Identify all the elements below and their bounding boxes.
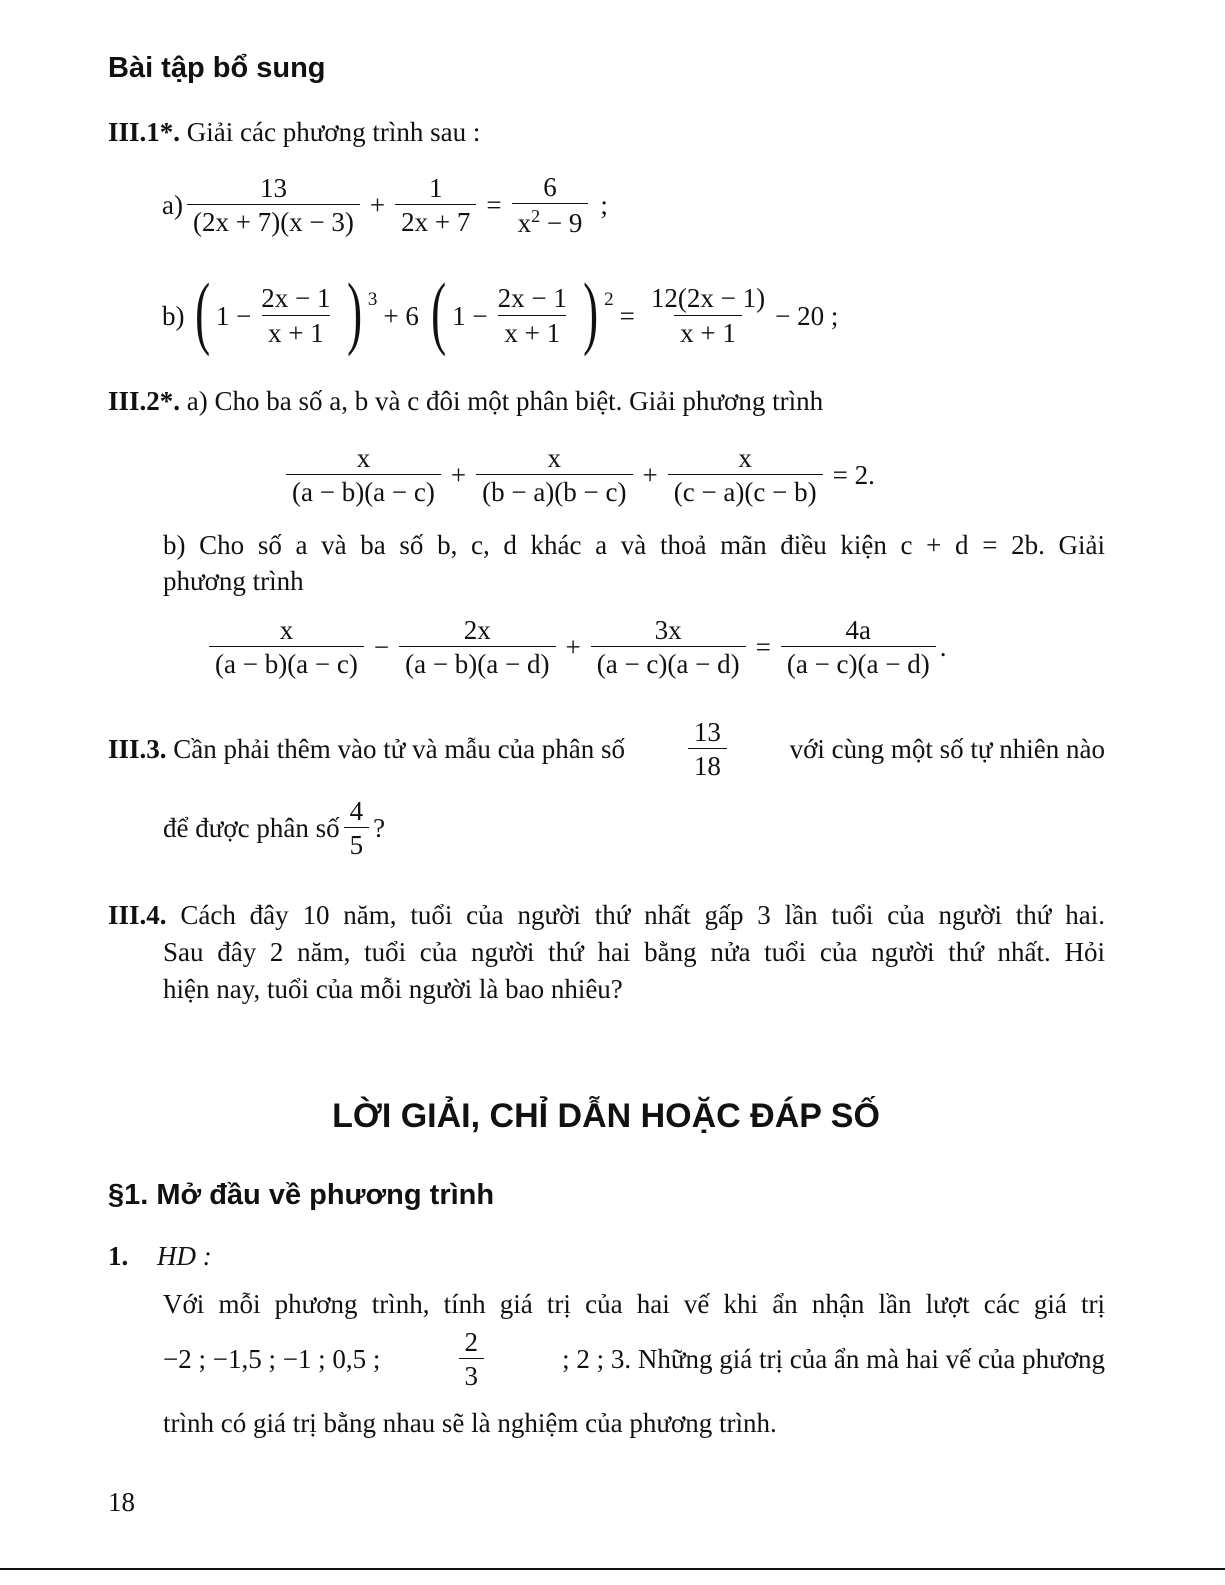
page-bottom-rule [0, 1568, 1225, 1570]
answer-1-line2 [163, 1327, 1105, 1392]
exercise-1-intro: Giải các phương trình sau : [186, 117, 481, 147]
answer-1-line3: trình có giá trị bằng nhau sẽ là nghiệm của phương trình. [163, 1408, 777, 1438]
exercise-4-line1 [108, 900, 1105, 931]
term: 1 − [452, 300, 488, 331]
operator: + [369, 190, 386, 221]
exercise-3-label: III.3. [108, 734, 167, 765]
exercise-4-label: III.4. [108, 900, 167, 930]
fraction: $\frac{x}{(b - a)(b - c)}$ [476, 443, 632, 508]
fraction: $\frac{x}{(a - b)(a - c)}$ [286, 443, 441, 508]
equation-1a [162, 172, 608, 239]
left-paren: ( [430, 266, 446, 357]
right-paren: ) [583, 266, 599, 357]
exercise-2-part-a: a) Cho ba số a, b và c đôi một phân biệt. Giải phương trình [186, 386, 824, 416]
section-title: Bài tập bổ sung [108, 52, 326, 84]
equation-2b [205, 615, 946, 680]
exercise-4-line2: Sau đây 2 năm, tuổi của người thứ hai bằng nửa tuổi của người thứ nhất. Hỏi [163, 937, 1105, 967]
operator: + [642, 460, 658, 491]
fraction: $\frac{x}{(a - b)(a - c)}$ [209, 615, 364, 680]
operator: + 6 [383, 300, 419, 331]
fraction: $\frac{12(2x - 1)}{x + 1}$ [650, 283, 766, 348]
fraction: $\frac{2x - 1}{x + 1}$ [261, 283, 331, 348]
exponent: 3 [367, 289, 378, 310]
fraction: $\frac{x}{(c - a)(c - b)}$ [668, 443, 823, 508]
exercise-3-line2 [163, 796, 385, 861]
fraction: $\frac{4a}{(a - c)(a - d)}$ [781, 615, 936, 680]
operator: + [565, 632, 581, 663]
page-number: 18 [108, 1487, 135, 1517]
chapter-heading: LỜI GIẢI, CHỈ DẪN HOẶC ĐÁP SỐ [332, 1097, 880, 1135]
right-paren: ) [346, 266, 362, 357]
answer-1-values: −2 ; −1,5 ; −1 ; 0,5 ; [163, 1344, 381, 1375]
answer-1-values-after: ; 2 ; 3. Những giá trị của ẩn mà hai vế của phương [562, 1344, 1105, 1375]
fraction: $\frac{6}{x^2 - 9}$ [512, 172, 589, 239]
exercise-4-line3: hiện nay, tuổi của mỗi người là bao nhiêu? [163, 974, 623, 1004]
exercise-2-label: III.2*. [108, 386, 181, 416]
fraction: $\frac{2x}{(a - b)(a - d)}$ [399, 615, 555, 680]
exercise-1-label: III.1*. [108, 117, 181, 147]
operator: = [755, 632, 771, 663]
exercise-3-text: Cần phải thêm vào tử và mẫu của phân số [173, 734, 626, 765]
exercise-3-line1 [108, 717, 1105, 782]
equation-2a [282, 443, 881, 508]
equation-1a-label: a) [162, 190, 183, 221]
exercise-3-text-after: với cùng một số tự nhiên nào [789, 734, 1105, 765]
operator: = [619, 300, 635, 331]
hint-label: HD : [157, 1241, 212, 1271]
terminator: . [939, 632, 947, 663]
fraction: $\frac{3x}{(a - c)(a - d)}$ [591, 615, 746, 680]
left-paren: ( [194, 266, 210, 357]
term: − 20 ; [775, 300, 839, 331]
answer-1-number: 1. [108, 1241, 129, 1271]
exercise-1-heading [108, 117, 480, 148]
exercise-2-part-b-line1: b) Cho số a và ba số b, c, d khác a và thoả mãn điều kiện c + d = 2b. Giải [163, 530, 1105, 560]
exponent: 2 [604, 289, 614, 310]
equation-1b-label: b) [162, 300, 185, 331]
answer-1-line1: Với mỗi phương trình, tính giá trị của hai vế khi ẩn nhận lần lượt các giá trị [163, 1289, 1105, 1319]
subsection-title: §1. Mở đầu về phương trình [108, 1179, 495, 1211]
fraction-2-3: $\frac{2}{3}$ [459, 1327, 485, 1392]
fraction: $\frac{1}{2x + 7}$ [395, 173, 476, 238]
fraction-4-5: $\frac{4}{5}$ [344, 796, 370, 861]
terminator: ; [600, 190, 608, 221]
fraction-13-18: $\frac{13}{18}$ [688, 717, 727, 782]
fraction: $\frac{13}{(2x + 7)(x - 3)}$ [187, 173, 360, 238]
exercise-2-heading [108, 386, 823, 417]
exercise-4-text: Cách đây 10 năm, tuổi của người thứ nhất gấp 3 lần tuổi của người thứ hai. [180, 900, 1105, 930]
question-mark: ? [373, 813, 386, 844]
operator: = 2. [832, 460, 875, 491]
term: 1 − [215, 300, 252, 331]
operator: = [486, 190, 502, 221]
exercise-2-part-b-line2: phương trình [163, 566, 304, 596]
exercise-3-line2-text: để được phân số [163, 813, 340, 844]
operator: + [450, 460, 467, 491]
fraction: $\frac{2x - 1}{x + 1}$ [497, 283, 567, 348]
answer-1-heading [108, 1241, 212, 1272]
equation-1b [162, 266, 839, 357]
operator: − [373, 632, 390, 663]
